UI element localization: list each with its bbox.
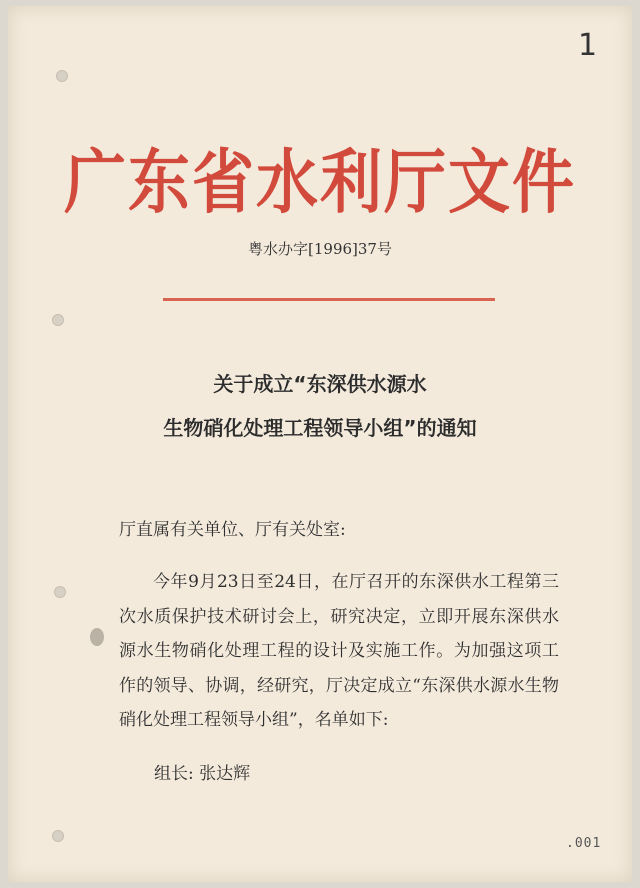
punch-hole — [52, 830, 64, 842]
punch-hole — [56, 70, 68, 82]
ink-smudge — [90, 628, 104, 646]
notice-title-line-1: 关于成立“东深供水源水 — [213, 372, 427, 396]
serial-number: .001 — [566, 836, 602, 851]
page-number: 1 — [578, 28, 598, 63]
salutation: 厅直属有关单位、厅有关处室: — [119, 520, 346, 540]
document-number: 粤水办字[1996]37号 — [248, 240, 392, 258]
leader-line: 组长: 张达辉 — [154, 764, 251, 784]
red-divider — [163, 298, 495, 301]
notice-title-line-2: 生物硝化处理工程领导小组”的通知 — [163, 416, 477, 440]
punch-hole — [54, 586, 66, 598]
punch-hole — [52, 314, 64, 326]
masthead-title: 广东省水利厅文件 — [63, 141, 576, 223]
body-paragraph: 今年9月23日至24日，在厅召开的东深供水工程第三次水质保护技术研讨会上，研究决定，立即开展东深供水源水生物硝化处理工程的设计及实施工作。为加强这项工作的领导、协调，经研究，厅决定成立“东深供水源水生物硝化处理工程领导小组”，名单如下: — [119, 572, 559, 730]
